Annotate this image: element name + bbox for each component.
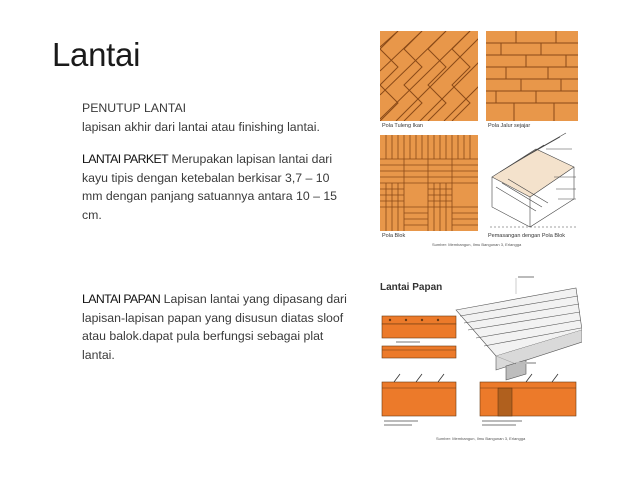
papan-term: LANTAI PAPAN — [82, 292, 161, 306]
caption-parallel: Pola Jalur sejajar — [488, 123, 531, 129]
parket-term: LANTAI PARKET — [82, 152, 169, 166]
papan-section-bottom-right — [480, 374, 576, 416]
caption-block: Pola Blok — [382, 233, 406, 239]
herringbone-pattern — [380, 31, 486, 121]
papan-section-bottom-left — [382, 374, 456, 416]
slide-title: Lantai — [52, 36, 141, 73]
papan-figure — [376, 270, 582, 448]
papan-source: Sumber: Membangun, Ilmu Bangunan 3, Erlangga — [436, 436, 526, 441]
parallel-strip-pattern — [486, 31, 578, 121]
parket-description: Merupakan lapisan lantai dari kayu tipis dengan ketebalan berkisar 3,7 – 10 mm dengan panjang satuannya antara 10 – 15 cm. — [82, 152, 338, 222]
papan-section-mid — [382, 346, 456, 358]
papan-description: Lapisan lantai yang dipasang dari lapisan-lapisan papan yang disusun diatas sloof atau balok.dapat pula berfungsi sebagai plat lantai. — [82, 292, 347, 362]
parket-paragraph — [82, 150, 352, 224]
papan-section-top — [382, 316, 456, 338]
installation-drawing — [486, 133, 578, 231]
papan-figure-title: Lantai Papan — [380, 282, 443, 293]
parket-source: Sumber: Membangun, Ilmu Bangunan 3, Erlangga — [432, 242, 522, 247]
parket-figure — [376, 27, 582, 251]
caption-herringbone: Pola Tuleng Ikan — [382, 123, 423, 129]
papan-drawing-svg — [376, 270, 582, 448]
intro-paragraph — [82, 99, 352, 136]
caption-installation: Pemasangan dengan Pola Blok — [488, 233, 566, 239]
papan-paragraph — [82, 290, 347, 364]
block-pattern — [380, 135, 478, 231]
section-heading: PENUTUP LANTAI — [82, 101, 187, 115]
papan-perspective — [456, 288, 582, 380]
parket-patterns-svg — [376, 27, 582, 251]
definition-text: lapisan akhir dari lantai atau finishing lantai. — [82, 119, 320, 134]
